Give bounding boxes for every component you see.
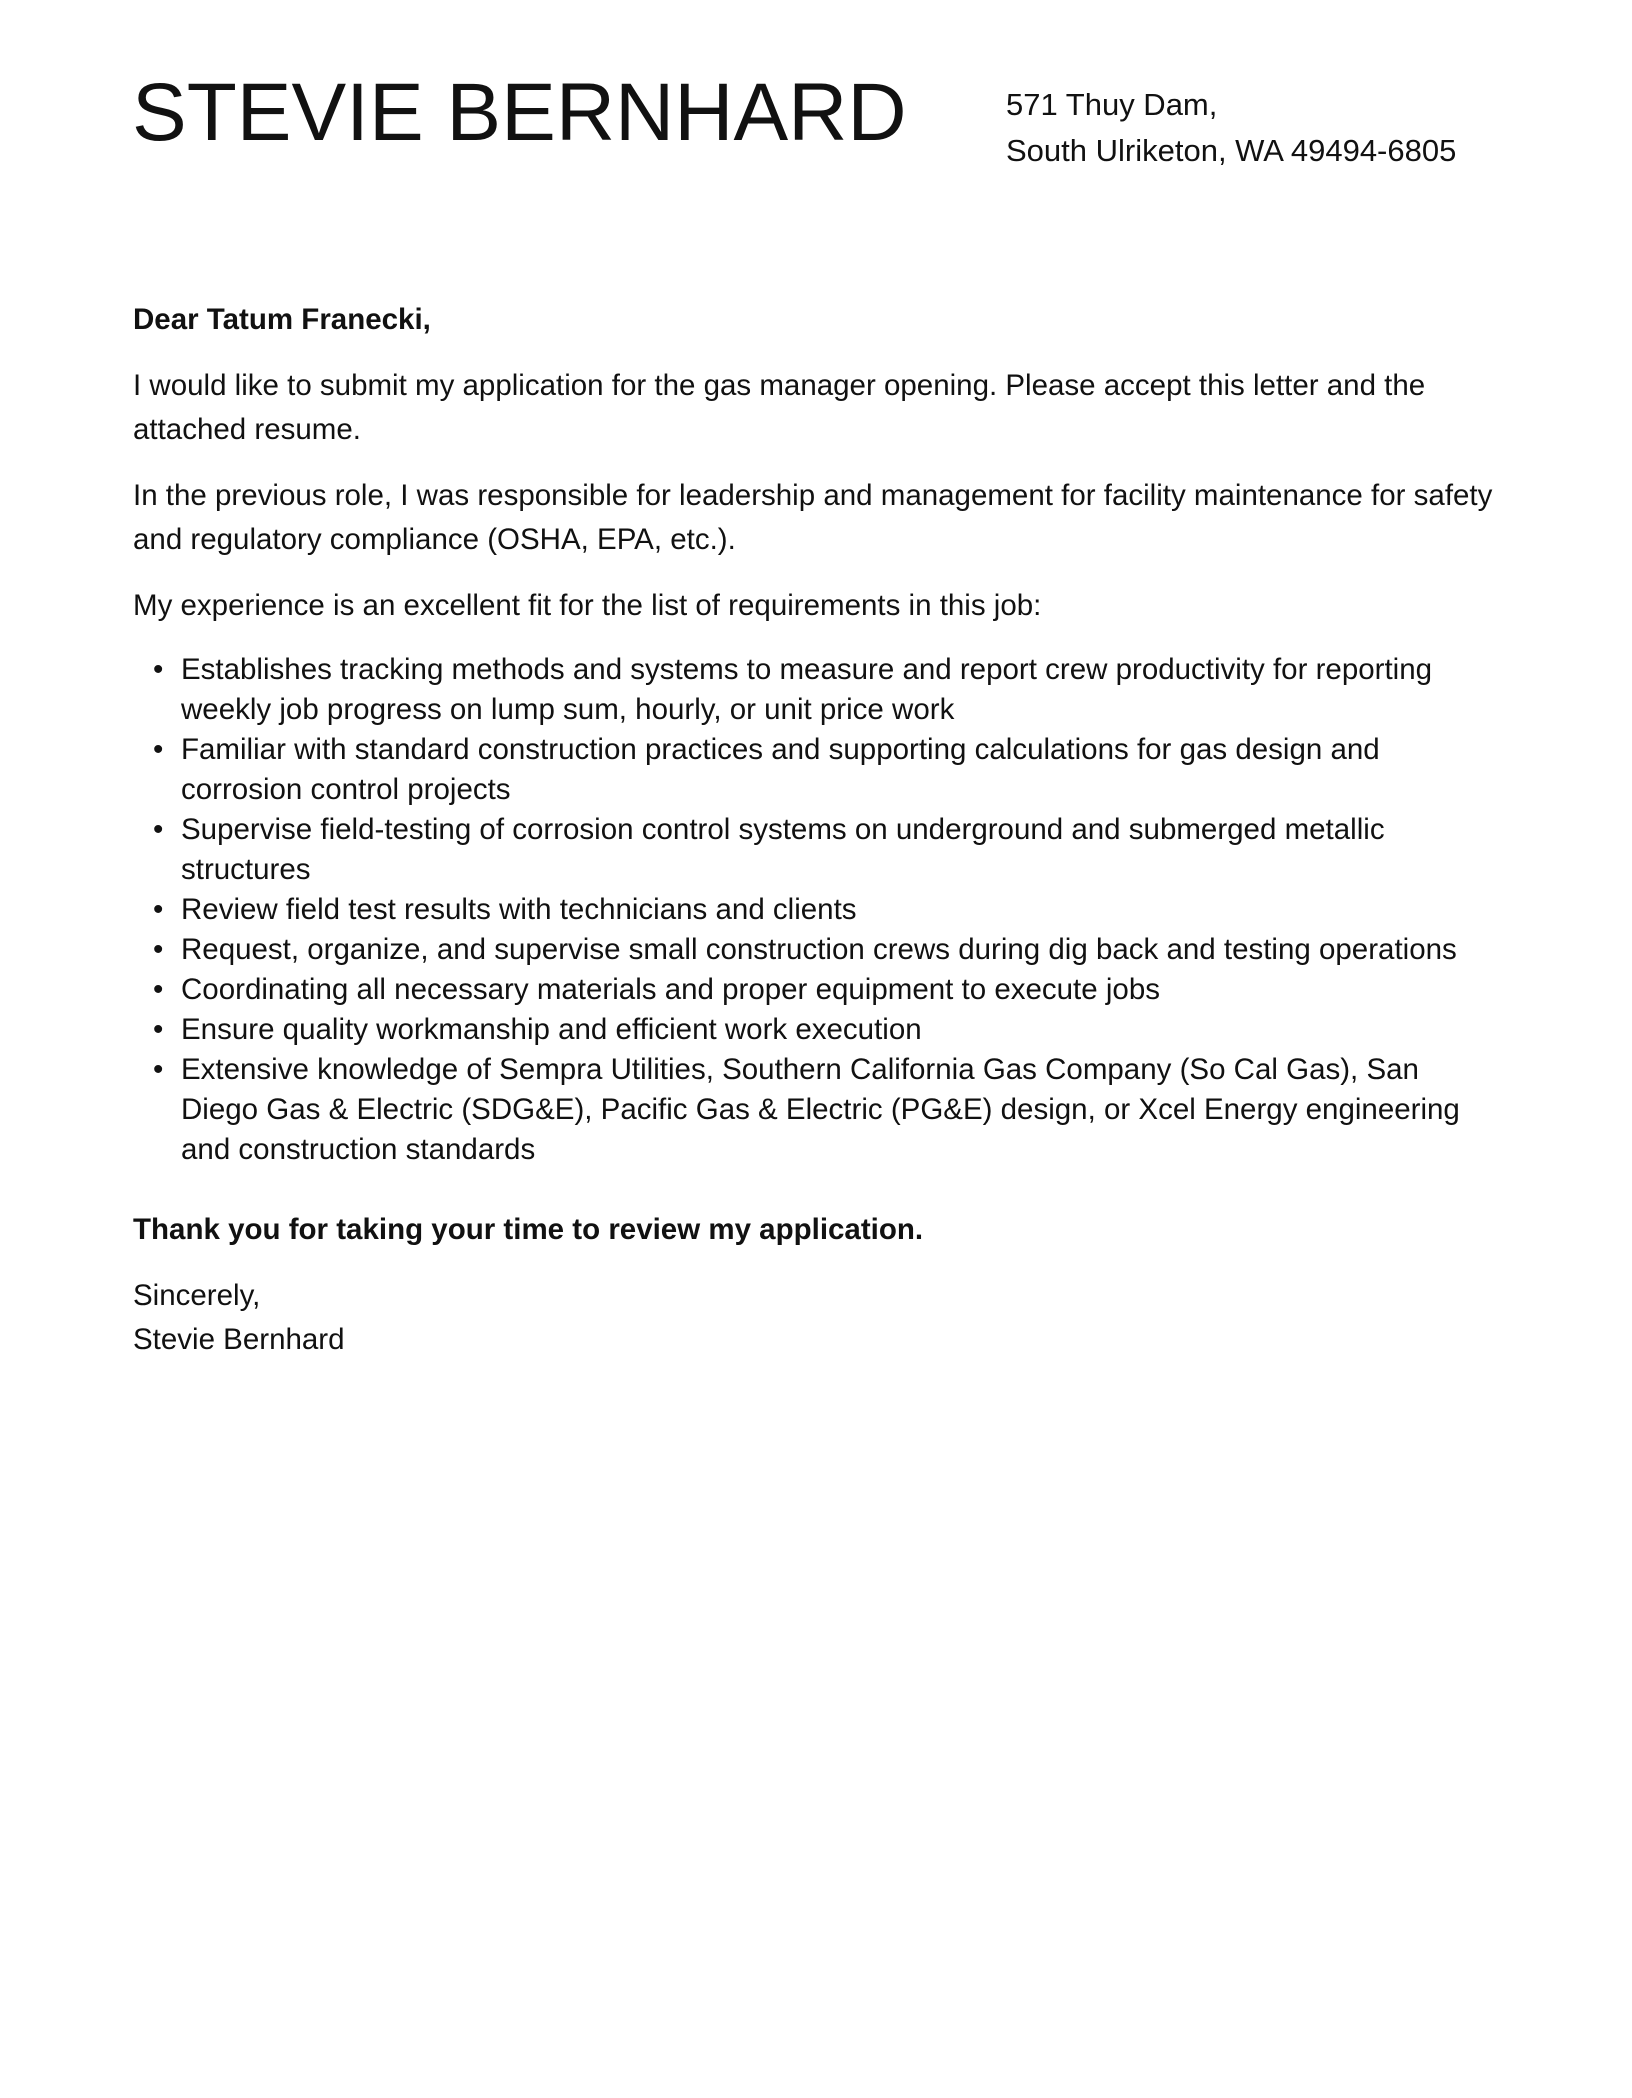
list-item [153, 890, 1503, 930]
signoff-block [133, 1274, 1503, 1362]
list-item [153, 970, 1503, 1010]
list-item-text: Request, organize, and supervise small construction crews during dig back and testing operations [181, 933, 1457, 966]
bullet-icon: • [153, 1013, 164, 1046]
bullet-icon: • [153, 1053, 164, 1086]
requirements-list [133, 650, 1503, 1170]
bullet-icon: • [153, 933, 164, 966]
list-item-text: Establishes tracking methods and systems to measure and report crew productivity for reporting weekly job progress on lump sum, hourly, or unit price work [181, 653, 1433, 726]
bullet-icon: • [153, 733, 164, 766]
address-line-1: 571 Thuy Dam, [1006, 87, 1218, 122]
list-item-text: Coordinating all necessary materials and proper equipment to execute jobs [181, 973, 1160, 1006]
closing-line: Thank you for taking your time to review my application. [133, 1213, 924, 1246]
signoff: Sincerely, [133, 1279, 261, 1312]
address-line-2: South Ulriketon, WA 49494-6805 [1006, 133, 1457, 168]
paragraph-intro: I would like to submit my application for the gas manager opening. Please accept this letter and the attached resume. [133, 369, 1426, 446]
bullet-icon: • [153, 893, 164, 926]
list-item [153, 1050, 1503, 1170]
list-item [153, 1010, 1503, 1050]
list-item-text: Extensive knowledge of Sempra Utilities, Southern California Gas Company (So Cal Gas), San Diego Gas & Electric (SDG&E), Pacific Gas & Electric (PG&E) design, or Xcel Energy engineering and construction standards [181, 1053, 1460, 1166]
list-item-text: Ensure quality workmanship and efficient work execution [181, 1013, 922, 1046]
signature-name: Stevie Bernhard [133, 1323, 345, 1356]
list-item [153, 730, 1503, 810]
paragraph-requirements-lead: My experience is an excellent fit for the list of requirements in this job: [133, 589, 1042, 622]
applicant-name: STEVIE BERNHARD [132, 67, 907, 158]
list-item [153, 650, 1503, 730]
list-item [153, 930, 1503, 970]
address-block [1006, 82, 1456, 174]
bullet-icon: • [153, 653, 164, 686]
letter-body [133, 298, 1503, 1362]
list-item [153, 810, 1503, 890]
paragraph-previous-role: In the previous role, I was responsible for leadership and management for facility maintenance for safety and regulatory compliance (OSHA, EPA, etc.). [133, 479, 1493, 556]
list-item-text: Supervise field-testing of corrosion control systems on underground and submerged metallic structures [181, 813, 1385, 886]
list-item-text: Review field test results with technicians and clients [181, 893, 857, 926]
bullet-icon: • [153, 813, 164, 846]
bullet-icon: • [153, 973, 164, 1006]
salutation: Dear Tatum Franecki, [133, 303, 431, 336]
list-item-text: Familiar with standard construction practices and supporting calculations for gas design and corrosion control projects [181, 733, 1380, 806]
